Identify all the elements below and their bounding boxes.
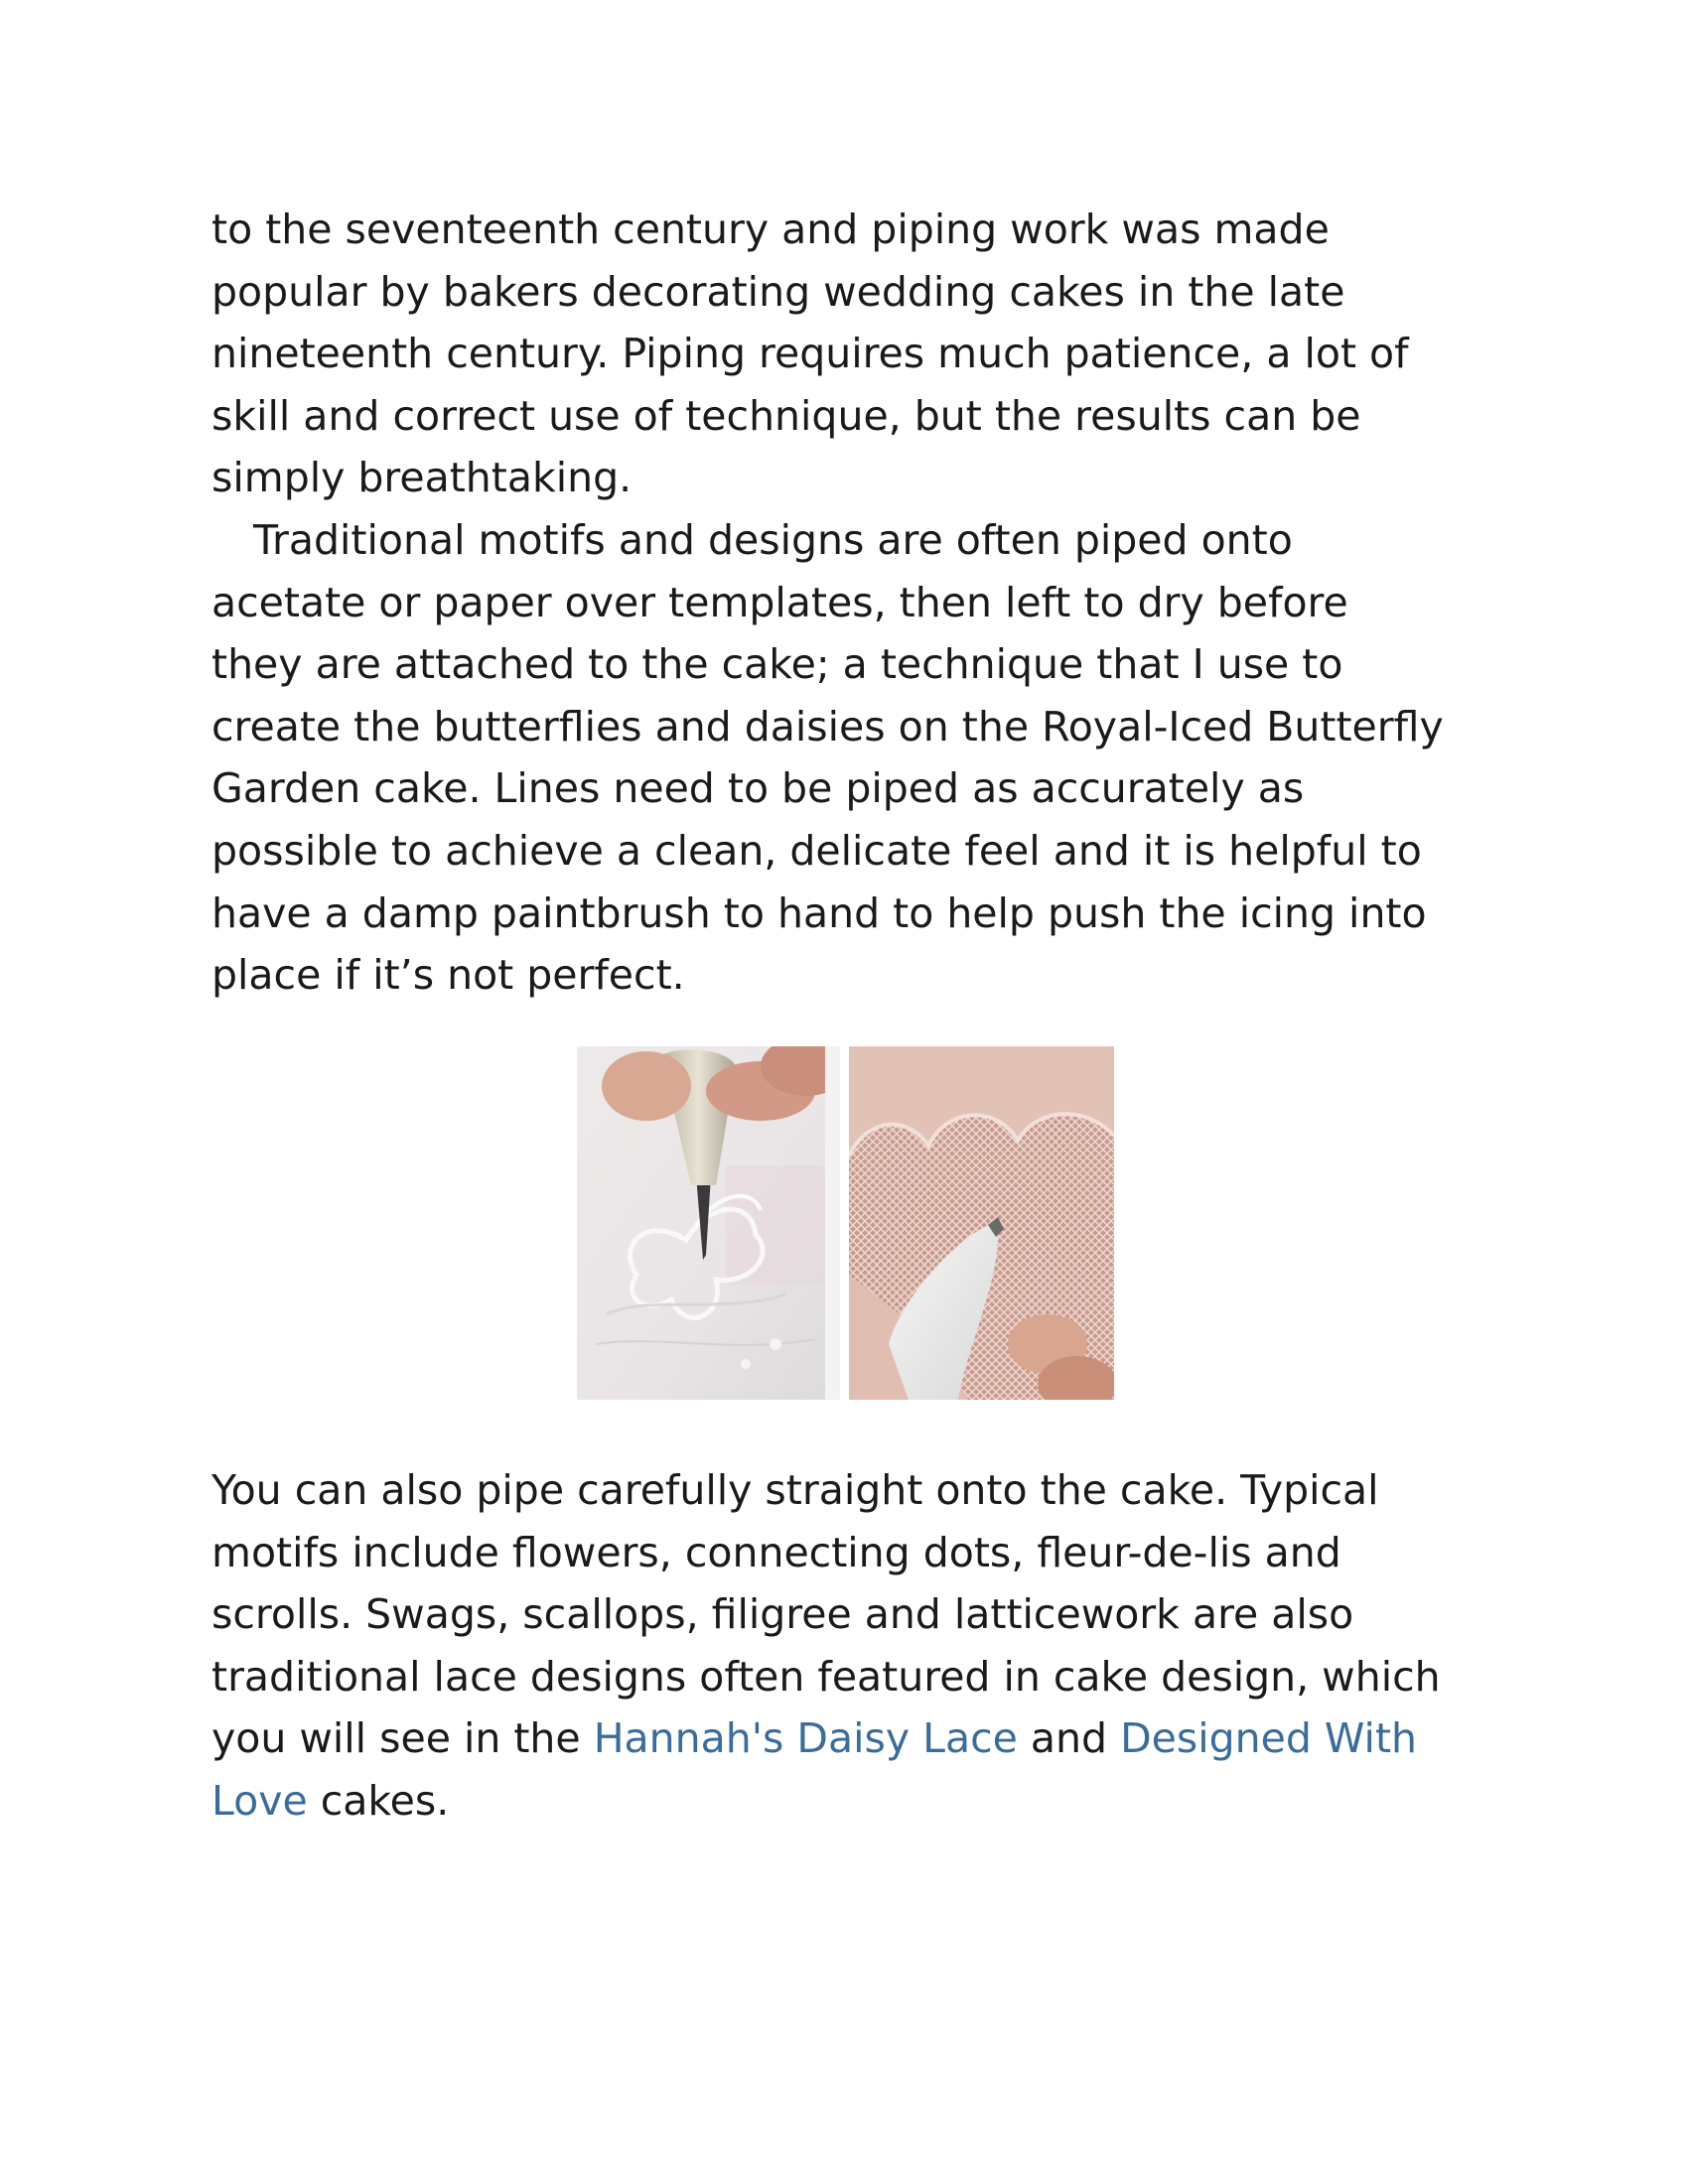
text-line: scrolls. Swags, scallops, filigree and latticework are also — [211, 1590, 1354, 1639]
paragraph-3 — [211, 1459, 1502, 1833]
link-hannahs-daisy-lace[interactable]: Hannah's Daisy Lace — [593, 1714, 1018, 1763]
paragraph-1 — [211, 199, 1502, 509]
text-line: place if it’s not perfect. — [211, 951, 685, 1000]
text-line — [211, 1707, 1502, 1770]
text-segment: cakes. — [307, 1776, 450, 1825]
text-segment: and — [1017, 1714, 1121, 1763]
text-line: simply breathtaking. — [211, 454, 633, 502]
text-segment: you will see in the — [211, 1714, 594, 1763]
text-line: acetate or paper over templates, then left to dry before — [211, 578, 1348, 626]
text-line: skill and correct use of technique, but the results can be — [211, 391, 1361, 440]
photo-piping-butterfly — [577, 1046, 840, 1400]
link-designed-with-love[interactable]: Designed With — [1120, 1714, 1418, 1763]
paragraph-2 — [211, 509, 1502, 1007]
link-designed-with-love-continued[interactable]: Love — [211, 1776, 308, 1825]
text-line: possible to achieve a clean, delicate feel and it is helpful to — [211, 826, 1422, 875]
piping-lace-image — [849, 1046, 1114, 1400]
text-line: motifs include flowers, connecting dots, fleur-de-lis and — [211, 1528, 1341, 1576]
piping-butterfly-image — [577, 1046, 840, 1400]
text-line: Traditional motifs and designs are often piped onto — [253, 516, 1293, 564]
text-line: You can also pipe carefully straight onto the cake. Typical — [211, 1466, 1379, 1514]
text-line: nineteenth century. Piping requires much patience, a lot of — [211, 330, 1409, 378]
text-line: they are attached to the cake; a technique that I use to — [211, 640, 1343, 689]
piping-photos-figure — [577, 1046, 1114, 1400]
text-line: have a damp paintbrush to hand to help push the icing into — [211, 888, 1427, 937]
text-line — [211, 1770, 1502, 1833]
text-line: create the butterflies and daisies on the Royal-Iced Butterfly — [211, 702, 1444, 751]
text-line: traditional lace designs often featured in cake design, which — [211, 1652, 1441, 1701]
text-line: Garden cake. Lines need to be piped as accurately as — [211, 764, 1305, 813]
text-line: popular by bakers decorating wedding cakes in the late — [211, 267, 1345, 316]
text-line: to the seventeenth century and piping work was made — [211, 205, 1330, 253]
photo-piping-lace — [849, 1046, 1114, 1400]
